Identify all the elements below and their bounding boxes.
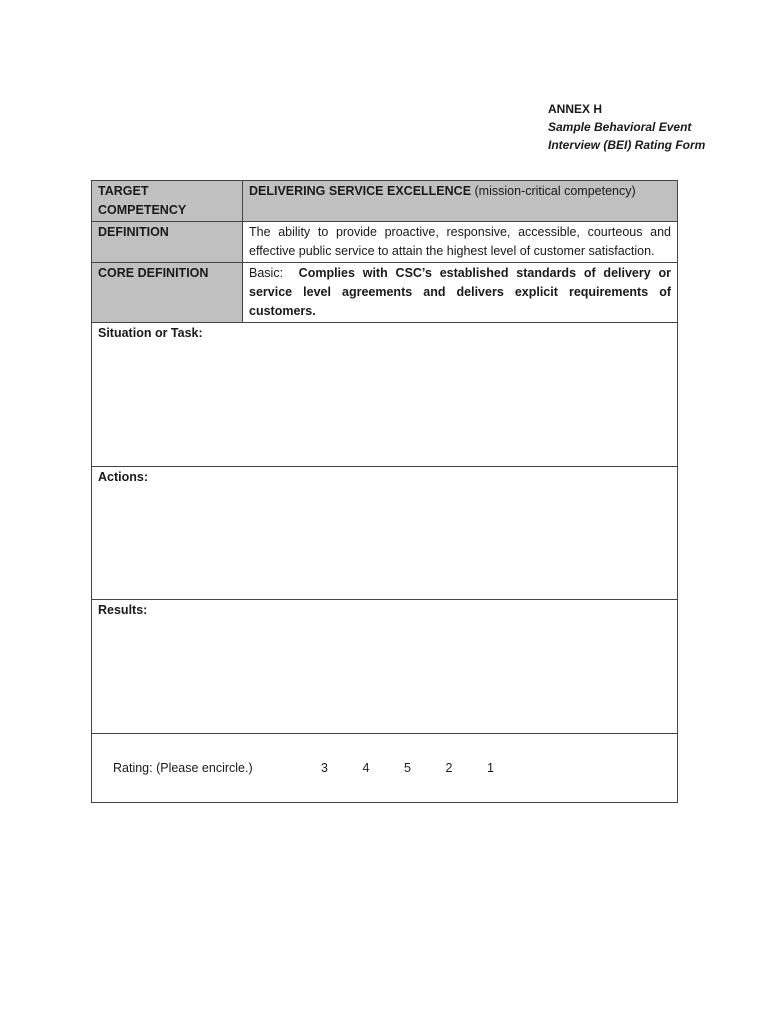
definition-row [92, 222, 678, 263]
rating-row [92, 734, 678, 803]
core-definition-label: CORE DEFINITION [92, 263, 243, 323]
situation-label: Situation or Task: [98, 326, 203, 340]
target-competency-label: TARGET COMPETENCY [92, 181, 243, 222]
core-definition-value [243, 263, 678, 323]
results-row [92, 600, 678, 734]
definition-label: DEFINITION [92, 222, 243, 263]
situation-cell[interactable] [92, 323, 678, 467]
annex-subtitle-line2: Interview (BEI) Rating Form [548, 138, 706, 152]
annex-subtitle-line1: Sample Behavioral Event [548, 120, 692, 134]
situation-row [92, 323, 678, 467]
annex-header [548, 100, 705, 154]
core-definition-text: Complies with CSC’s established standards of delivery or service level agreements and delivers explicit requirements of customers. [249, 266, 671, 318]
target-competency-row [92, 181, 678, 222]
actions-row [92, 467, 678, 600]
results-label: Results: [98, 603, 148, 617]
rating-option-5[interactable]: 5 [404, 760, 411, 775]
rating-line [98, 759, 671, 778]
target-competency-note: (mission-critical competency) [471, 184, 636, 198]
bei-rating-form [91, 180, 678, 803]
actions-label: Actions: [98, 470, 148, 484]
rating-option-2[interactable]: 2 [445, 760, 453, 775]
definition-value: The ability to provide proactive, responsive, accessible, courteous and effective public service to attain the highest level of customer satisfaction. [243, 222, 678, 263]
core-definition-prefix: Basic: [249, 266, 284, 280]
target-competency-name: DELIVERING SERVICE EXCELLENCE [249, 184, 472, 198]
target-competency-value [243, 181, 678, 222]
results-cell[interactable] [92, 600, 678, 734]
actions-cell[interactable] [92, 467, 678, 600]
rating-cell [92, 734, 678, 803]
core-definition-row [92, 263, 678, 323]
rating-option-4[interactable]: 4 [362, 760, 370, 775]
rating-option-3[interactable]: 3 [321, 760, 328, 775]
annex-title: ANNEX H [548, 102, 603, 116]
rating-label: Rating: (Please encircle.) [113, 760, 253, 775]
rating-option-1[interactable]: 1 [487, 760, 494, 775]
